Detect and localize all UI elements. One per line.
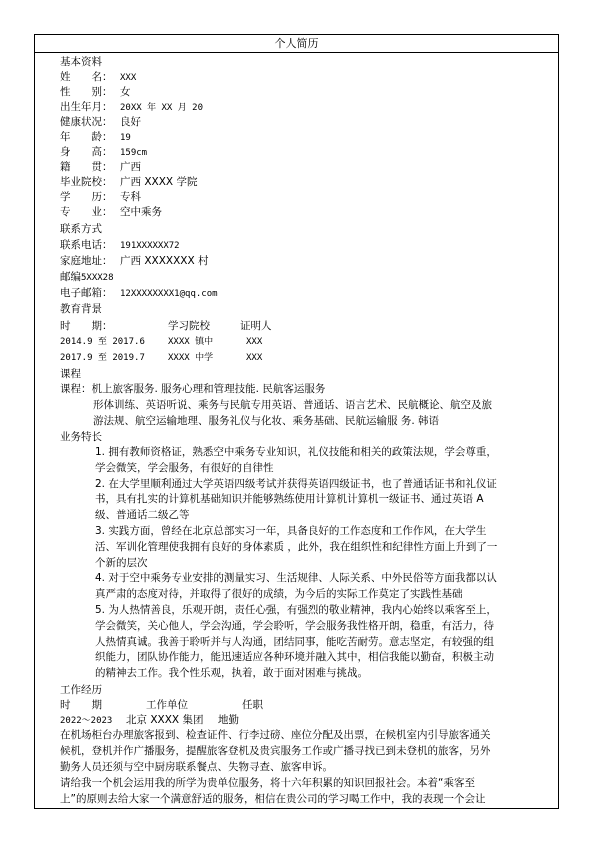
edu-period: 2014.9 至 2017.6 [60,337,145,347]
section-heading-skills: 业务特长 [60,431,102,443]
closing-line: 上”的原则去给大家一个满意舒适的服务，相信在贵公司的学习喝工作中，我的表现一个会让 [60,792,486,805]
col-period: 时 期 [60,699,102,711]
edu-school: XXXX 中学 [168,353,214,363]
field-address [60,254,209,268]
edu-school: XXXX 镇中 [168,337,214,347]
section-heading-courses: 课程 [60,368,81,380]
field-value: 广西 XXXXXXX 村 [120,255,209,267]
education-row [60,351,262,365]
course-line: 课程：机上旅客服务. 服务心理和管理技能. 民航客运服务 [60,383,326,395]
field-health [60,115,141,129]
edu-witness: XXX [246,353,263,363]
field-label: 联系电话： [60,239,113,251]
section-heading-education: 教育背景 [60,303,102,315]
section-heading-work: 工作经历 [60,684,102,696]
skills-line: 学会微笑，学会服务，有很好的自律性 [95,461,274,474]
resume-frame [34,34,559,809]
field-postcode [60,270,114,285]
col-witness: 证明人 [240,320,272,332]
field-email [60,286,218,301]
work-row [60,713,239,728]
field-label: 姓 名： [60,71,113,83]
work-header [60,698,263,712]
field-label: 健康状况： [60,116,113,128]
work-unit: 北京 XXXX 集团 [126,714,204,726]
skills-line: 级、普通话二级乙等 [95,509,190,522]
closing-statement [60,776,485,808]
field-label: 身 高： [60,146,113,158]
skills-line: 真严肃的态度对待，并取得了很好的成绩，为今后的实际工作莫定了实践性基础 [95,588,463,601]
work-line: 候机，登机并作广播服务，提醒旅客登机及贵宾服务工作或广播寻找已到未登机的旅客，另外 [60,744,491,757]
field-birth [60,100,203,115]
skills-line: 织能力，团队协作能力，能迅速适应各种环境并融入其中，相信我能以勤奋，积极主动 [95,651,494,664]
skills-paragraph [95,445,497,682]
field-value: 广西 XXXX 学院 [120,176,198,188]
field-label: 邮编 [60,271,81,283]
work-line: 在机场柜台办理旅客报到、检查证件、行李过磅、座位分配及出票，在候机室内引导旅客通关 [60,729,491,741]
field-value: 159cm [120,148,148,158]
field-value: 空中乘务 [120,206,162,218]
page-title: 个人简历 [274,37,319,50]
work-post: 地勤 [218,714,239,726]
field-value: 广西 [120,161,141,173]
col-school: 学习院校 [168,320,210,332]
work-period: 2022～2023 [60,716,113,726]
field-school [60,175,197,189]
skills-line: 书，具有扎实的计算机基础知识并能够熟练使用计算机计算机一级证书、通过英语 A [95,493,484,506]
col-unit: 工作单位 [146,699,188,711]
work-line: 勤务人员还须与空中厨房联系餐点、失物寻查、旅客申诉。 [60,760,333,773]
field-degree [60,190,141,204]
col-period: 时 期： [60,320,113,332]
field-age [60,130,131,145]
skills-line: 2. 在大学里顺利通过大学英语四级考试并获得英语四级证书，也了普通话证书和礼仪证 [95,477,497,490]
field-label: 电子邮箱： [60,287,113,299]
education-header [60,319,272,333]
closing-line: 请给我一个机会运用我的所学为贵单位服务，将十六年积累的知识回报社会。本着“乘客至 [60,777,475,789]
course-line: 游法规、航空运输地理、服务礼仪与化妆、乘务基础、民航运输服 务. 韩语 [93,415,440,427]
field-name [60,70,136,85]
field-major [60,205,162,219]
field-phone [60,238,180,253]
field-value: XXX [120,73,137,83]
field-value: 良好 [120,116,141,128]
field-label: 性 别： [60,86,113,98]
field-value: 20XX 年 XX 月 20 [120,103,204,113]
field-label: 籍 贯： [60,161,113,173]
skills-line: 4. 对于空中乘务专业安排的测量实习、生活规律、人际关系、中外民俗等方面我都以认 [95,572,497,585]
work-description [60,728,491,775]
field-value: 12XXXXXXXX1@qq.com [120,289,218,299]
skills-line: 的精神去工作。我个性乐观，执着，敢于面对困难与挑战。 [95,667,368,680]
field-label: 出生年月： [60,101,113,113]
field-label: 专 业： [60,206,113,218]
skills-line: 学会微笑，关心他人，学会沟通，学会聆听，学会服务我性格开朗，稳重，有活力，待 [95,619,494,632]
skills-line: 个新的层次 [95,556,148,569]
field-label: 学 历： [60,191,113,203]
skills-line: 人热情真诚。我善于聆听并与人沟通，团结同事，能吃苦耐劳。意志坚定，有较强的组 [95,635,494,648]
education-row [60,335,262,349]
field-value: 专科 [120,191,141,203]
field-origin [60,160,141,174]
section-heading-basic: 基本资料 [60,56,102,68]
skills-line: 活、军训化管理使我拥有良好的身体素质 ，此外，我在组织性和纪律性方面上升到了一 [95,540,498,553]
field-gender [60,85,131,99]
edu-witness: XXX [246,337,263,347]
skills-line: 3. 实践方面，曾经在北京总部实习一年，具备良好的工作态度和工作作风，在大学生 [95,524,487,537]
field-value: 5XXX28 [81,273,114,283]
field-value: 191XXXXXX72 [120,241,180,251]
field-label: 家庭地址： [60,255,113,267]
skills-line: 5. 为人热情善良，乐观开朗，责任心强，有强烈的敬业精神，我内心始终以乘客至上， [95,603,497,616]
section-heading-contact: 联系方式 [60,223,102,235]
field-label: 毕业院校： [60,176,113,188]
edu-period: 2017.9 至 2019.7 [60,353,145,363]
field-value: 女 [120,86,131,98]
field-value: 19 [120,133,131,143]
skills-line: 1. 拥有教师资格证，熟悉空中乘务专业知识，礼仪技能和相关的政策法规，学会尊重， [95,446,497,458]
course-line: 形体训练、英语听说、乘务与民航专用英语、普通话、语言艺术、民航概论、航空及旅 [93,399,492,411]
col-post: 任职 [242,699,263,711]
field-label: 年 龄： [60,131,113,143]
title-row [35,35,558,53]
field-height [60,145,147,160]
